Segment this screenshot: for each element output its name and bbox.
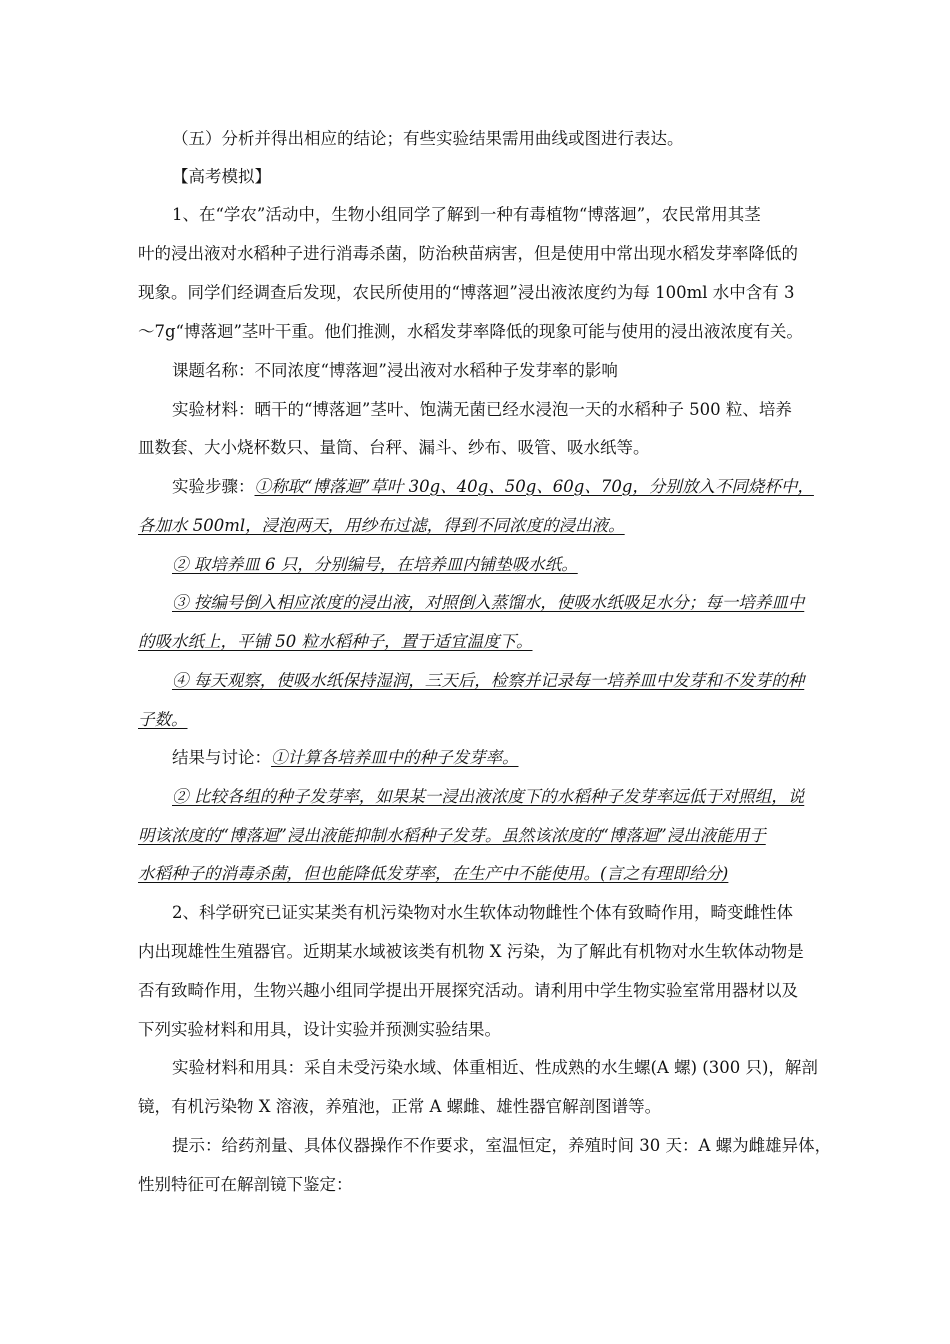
text-line: 实验材料和用具：采自未受污染水域、体重相近、性成熟的水生螺(A 螺) (300 只)，解剖 (172, 1058, 818, 1077)
text-line: 提示：给药剂量、具体仪器操作不作要求，室温恒定，养殖时间 30 天：A 螺为雌雄异体， (172, 1136, 832, 1155)
answer-text: ③ 按编号倒入相应浓度的浸出液，对照倒入蒸馏水，使吸水纸吸足水分；每一培养皿中 (172, 593, 805, 612)
answer-text: 的吸水纸上，平铺 50 粒水稻种子，置于适宜温度下。 (138, 632, 533, 651)
text-line: 内出现雄性生殖器官。近期某水域被该类有机物 X 污染，为了解此有机物对水生软体动物是 (138, 942, 804, 961)
text-line (172, 747, 862, 769)
text-line: 性别特征可在解剖镜下鉴定： (138, 1175, 353, 1194)
answer-text: 各加水 500ml，浸泡两天，用纱布过滤，得到不同浓度的浸出液。 (138, 516, 625, 535)
text-line (172, 476, 862, 498)
step-label: 实验步骤： (172, 477, 255, 496)
section-heading: 【高考模拟】 (172, 167, 271, 186)
text-line: 实验材料：晒干的“博落迴”茎叶、饱满无菌已经水浸泡一天的水稻种子 500 粒、培养 (172, 400, 792, 419)
answer-text: ①计算各培养皿中的种子发芽率。 (271, 748, 519, 767)
answer-text: ①称取“博落迴”草叶 30g、40g、50g、60g、70g，分别放入不同烧杯中， (254, 477, 814, 496)
answer-text: 子数。 (138, 710, 188, 729)
text-line: 下列实验材料和用具，设计实验并预测实验结果。 (138, 1020, 501, 1039)
text-line: 否有致畸作用，生物兴趣小组同学提出开展探究活动。请利用中学生物实验室常用器材以及 (138, 981, 798, 1000)
text-line: ～7g“博落迴”茎叶干重。他们推测，水稻发芽率降低的现象可能与使用的浸出液浓度有关。 (138, 322, 803, 341)
result-label: 结果与讨论： (172, 748, 271, 767)
text-line: 现象。同学们经调查后发现，农民所使用的“博落迴”浸出液浓度约为每 100ml 水中含有 3 (138, 283, 795, 302)
answer-text: ④ 每天观察，使吸水纸保持湿润，三天后，检察并记录每一培养皿中发芽和不发芽的种 (172, 671, 805, 690)
text-line: 皿数套、大小烧杯数只、量筒、台秤、漏斗、纱布、吸管、吸水纸等。 (138, 438, 650, 457)
text-line: 叶的浸出液对水稻种子进行消毒杀菌，防治秧苗病害，但是使用中常出现水稻发芽率降低的 (138, 244, 798, 263)
answer-text: 水稻种子的消毒杀菌，但也能降低发芽率，在生产中不能使用。(言之有理即给分) (138, 864, 729, 883)
text-line: （五）分析并得出相应的结论；有些实验结果需用曲线或图进行表达。 (172, 129, 684, 148)
text-line: 课题名称：不同浓度“博落迴”浸出液对水稻种子发芽率的影响 (172, 361, 618, 380)
text-line: 2、科学研究已证实某类有机污染物对水生软体动物雌性个体有致畸作用，畸变雌性体 (172, 903, 793, 922)
answer-text: ② 取培养皿 6 只，分别编号，在培养皿内铺垫吸水纸。 (172, 555, 578, 574)
answer-text: ② 比较各组的种子发芽率，如果某一浸出液浓度下的水稻种子发芽率远低于对照组，说 (172, 787, 805, 806)
text-line: 镜，有机污染物 X 溶液，养殖池，正常 A 螺雌、雄性器官解剖图谱等。 (138, 1097, 662, 1116)
text-line: 1、在“学农”活动中，生物小组同学了解到一种有毒植物“博落迴”，农民常用其茎 (172, 205, 761, 224)
answer-text: 明该浓度的“博落迴”浸出液能抑制水稻种子发芽。虽然该浓度的“博落迴”浸出液能用于 (138, 826, 766, 845)
